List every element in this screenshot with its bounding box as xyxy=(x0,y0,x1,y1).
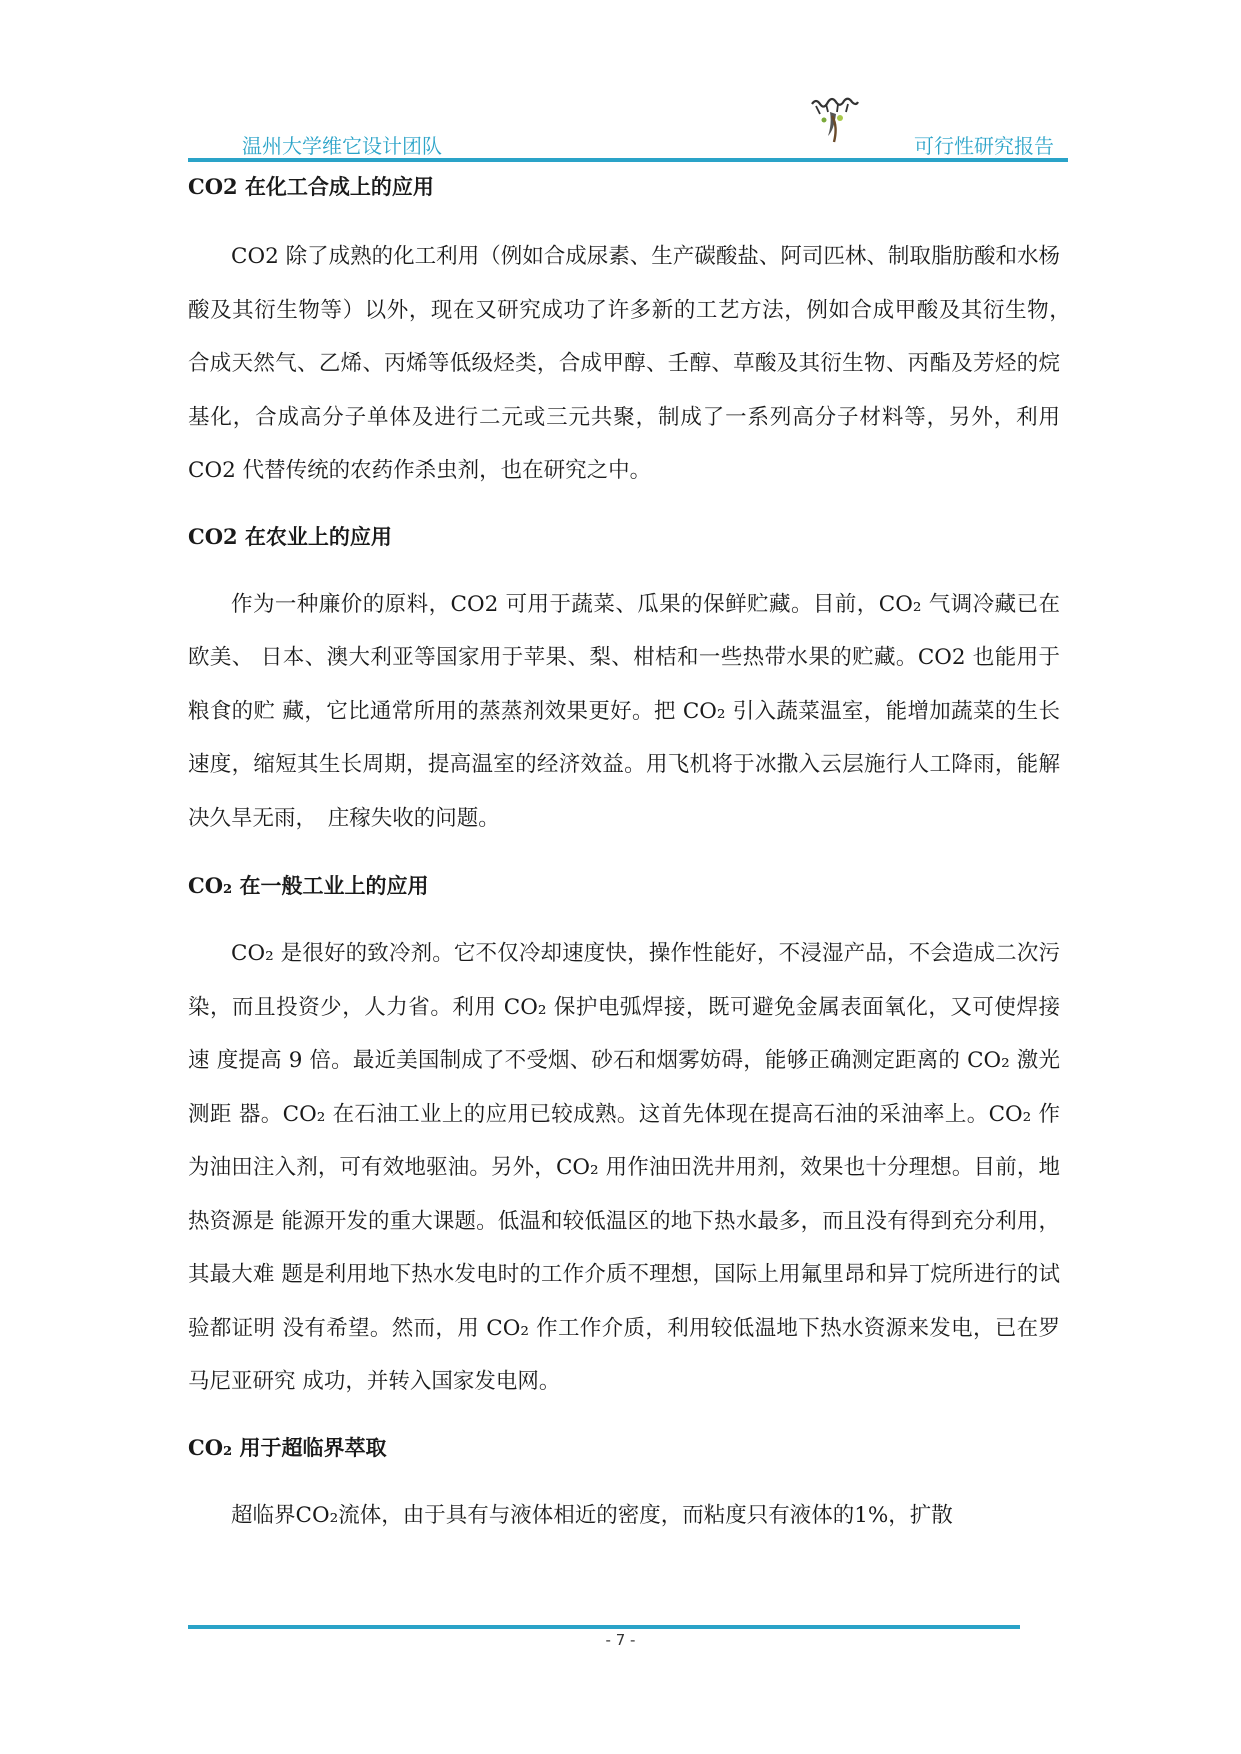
page-content xyxy=(188,168,1082,1542)
page-header xyxy=(188,96,1068,162)
section-body-general-industry: CO₂ 是很好的致冷剂。它不仅冷却速度快，操作性能好，不浸湿产品，不会造成二次污 染，而且投资少，人力省。利用 CO₂ 保护电弧焊接，既可避免金属表面氧化，又可使焊接速 度提高 9 倍。最近美国制成了不受烟、砂石和烟雾妨碍，能够正确测定距离的 CO₂ 激光测距 器。CO₂ 在石油工业上的应用已较成熟。这首先体现在提高石油的采油率上。CO₂ 作为油田注入剂，可有效地驱油。另外，CO₂ 用作油田洗井用剂，效果也十分理想。目前，地热资源是 能源开发的重大课题。低温和较低温区的地下热水最多，而且没有得到充分利用，其最大难 题是利用地下热水发电时的工作介质不理想，国际上用氟里昂和异丁烷所进行的试验都证明 没有希望。然而，用 CO₂ 作工作介质，利用较低温地下热水资源来发电，已在罗马尼亚研究 成功，并转入国家发电网。 xyxy=(188,941,1060,1394)
section-title-supercritical-extraction: CO₂ 用于超临界萃取 xyxy=(188,1434,387,1460)
vita-logo-icon xyxy=(810,96,860,144)
section-body-agriculture: 作为一种廉价的原料，CO2 可用于蔬菜、瓜果的保鲜贮藏。目前，CO₂ 气调冷藏已在欧美、 日本、澳大利亚等国家用于苹果、梨、柑桔和一些热带水果的贮藏。CO2 也能用于粮食的贮 藏，它比通常所用的蒸蒸剂效果更好。把 CO₂ 引入蔬菜温室，能增加蔬菜的生长速度，缩短其生长周期，提高温室的经济效益。用飞机将于冰撒入云层施行人工降雨，能解决久旱无雨， 庄稼失收的问题。 xyxy=(188,591,1060,831)
header-report-title: 可行性研究报告 xyxy=(914,134,1054,158)
footer-divider xyxy=(188,1625,1020,1629)
section-title-general-industry: CO₂ 在一般工业上的应用 xyxy=(188,873,429,898)
header-team-name: 温州大学维它设计团队 xyxy=(242,134,442,158)
section-title-agriculture: CO2 在农业上的应用 xyxy=(188,523,392,549)
section-body-chemical-synthesis: CO2 除了成熟的化工利用（例如合成尿素、生产碳酸盐、阿司匹林、制取脂肪酸和水杨 酸及其衍生物等）以外，现在又研究成功了许多新的工艺方法，例如合成甲酸及其衍生物， 合成天然气、乙烯、丙烯等低级烃类，合成甲醇、壬醇、草酸及其衍生物、丙酯及芳烃的烷 基化，合成高分子单体及进行二元或三元共聚，制成了一系列高分子材料等，另外，利用 CO2 代替传统的农药作杀虫剂，也在研究之中。 xyxy=(188,244,1082,483)
section-title-chemical-synthesis: CO2 在化工合成上的应用 xyxy=(188,174,434,199)
section-body-supercritical-extraction: 超临界CO₂流体，由于具有与液体相近的密度，而粘度只有液体的1%，扩散 xyxy=(231,1502,953,1528)
page-number: - 7 - xyxy=(605,1631,636,1649)
header-divider xyxy=(188,158,1068,162)
